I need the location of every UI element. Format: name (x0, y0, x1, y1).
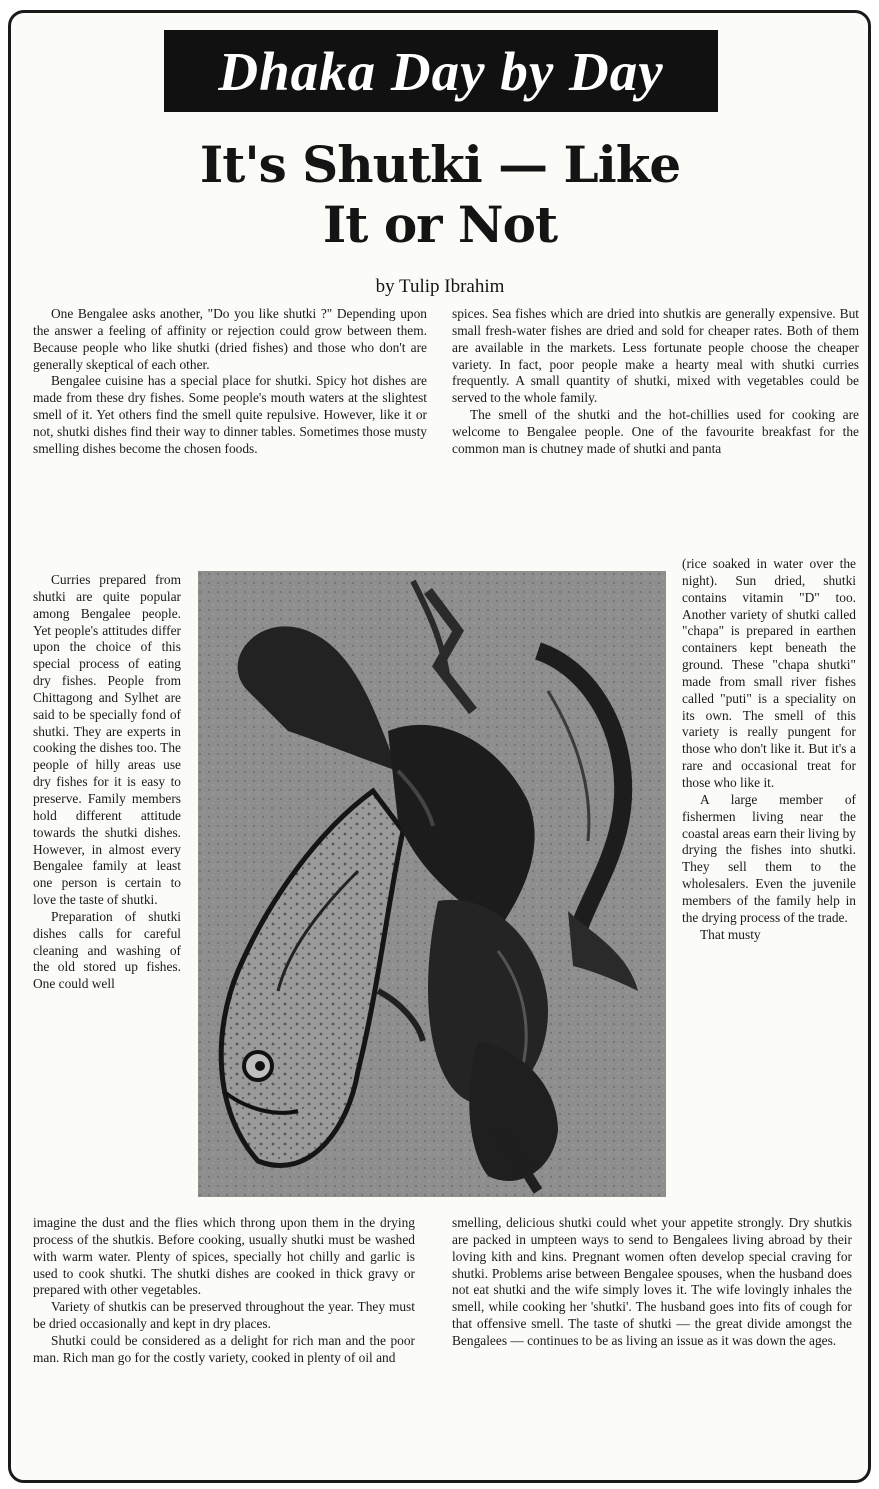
headline (60, 135, 820, 255)
paragraph: spices. Sea fishes which are dried into shutkis are generally expensive. But small fresh-water fishes are dried and sold for cheaper rates. Both of them are available in the markets. Less fortunate people choose the cheaper variety. In fact, poor people make a hearty meal with shutki curries frequently. A small quantity of shutki, mixed with vegetables could be served to the whole family. (452, 306, 859, 406)
headline-line-2: It or Not (322, 195, 558, 254)
paragraph: Bengalee cuisine has a special place for shutki. Spicy hot dishes are made from these dry fishes. Some people's mouth waters at the slightest smell of it. Yet others find the smell quite repulsive. However, like it or not, shutki dishes find their way to dinner tables. Sometimes those musty smelling dishes become the chosen foods. (33, 373, 427, 456)
right-column-top (452, 306, 859, 458)
right-column-narrow (682, 556, 856, 943)
left-column-top (33, 306, 427, 458)
paragraph: (rice soaked in water over the night). Sun dried, shutki contains vitamin "D" too. Another variety of shutki called "chapa" is prepared in earthen containers kept beneath the ground. These "chapa shutki" made from small river fishes called "puti" is a speciality on its own. The smell of this variety is really pungent for those who don't like it. But it's a rare and occasional treat for those who like it. (682, 556, 856, 790)
dried-fish-illustration (198, 571, 666, 1197)
byline: by Tulip Ibrahim (375, 276, 505, 297)
headline-line-1: It's Shutki — Like (199, 135, 681, 194)
paragraph: Preparation of shutki dishes calls for careful cleaning and washing of the old stored up fishes. One could well (33, 908, 181, 992)
paragraph: Variety of shutkis can be preserved throughout the year. They must be dried occasionally and kept in dry places. (33, 1299, 415, 1332)
left-column-narrow (33, 572, 181, 993)
paragraph: smelling, delicious shutki could whet your appetite strongly. Dry shutkis are packed in umpteen ways to send to Bengalees living abroad by their loving kith and kins. Pregnant women often develop special craving for shutki. Problems arise between Bengalee spouses, when the husband does not eat shutki and the wife simply loves it. The wife lovingly inhales the smell, while cooking her 'shutki'. The husband goes into fits of cough for that offensive smell. The taste of shutki — the great divide amongst the Bengalees — continues to be as living an issue as it was down the ages. (452, 1215, 852, 1348)
paragraph: That musty (700, 926, 761, 942)
paragraph: The smell of the shutki and the hot-chillies used for cooking are welcome to Bengalee people. One of the favourite breakfast for the common man is chutney made of shutki and panta (452, 407, 859, 456)
column-banner (164, 30, 718, 112)
dried-fish-drawing (198, 571, 666, 1197)
right-column-bottom (452, 1215, 852, 1350)
paragraph: imagine the dust and the flies which throng upon them in the drying process of the shutkis. Before cooking, usually shutki must be washed with warm water. Plenty of spices, specially hot chilly and garlic is used to cook shutki. The shutki dishes are cooked in thick gravy or prepared with other vegetables. (33, 1215, 415, 1298)
left-column-bottom (33, 1215, 415, 1367)
paragraph: One Bengalee asks another, "Do you like shutki ?" Depending upon the answer a feeling of affinity or rejection could grow between them. Because people who like shutki (dried fishes) and those who don't are generally skeptical of each other. (33, 306, 427, 372)
paragraph: A large member of fishermen living near the coastal areas earn their living by drying the fishes into shutki. They sell them to the wholesalers. Even the juvenile members of the family help in the drying process of the trade. (682, 791, 856, 925)
paragraph: Curries prepared from shutki are quite popular among Bengalee people. Yet people's attitudes differ upon the choice of this special process of eating dry fishes. People from Chittagong and Sylhet are said to be specially fond of shutki. They are experts in cooking the dishes too. The people of hilly areas use dry fishes for it is easy to preserve. Family members hold different attitude towards the shutki dishes. However, in almost every Bengalee family at least one person is certain to love the taste of shutki. (33, 572, 181, 908)
paragraph: Shutki could be considered as a delight for rich man and the poor man. Rich man go for the costly variety, cooked in plenty of oil and (33, 1332, 415, 1365)
banner-title: Dhaka Day by Day (218, 40, 664, 102)
